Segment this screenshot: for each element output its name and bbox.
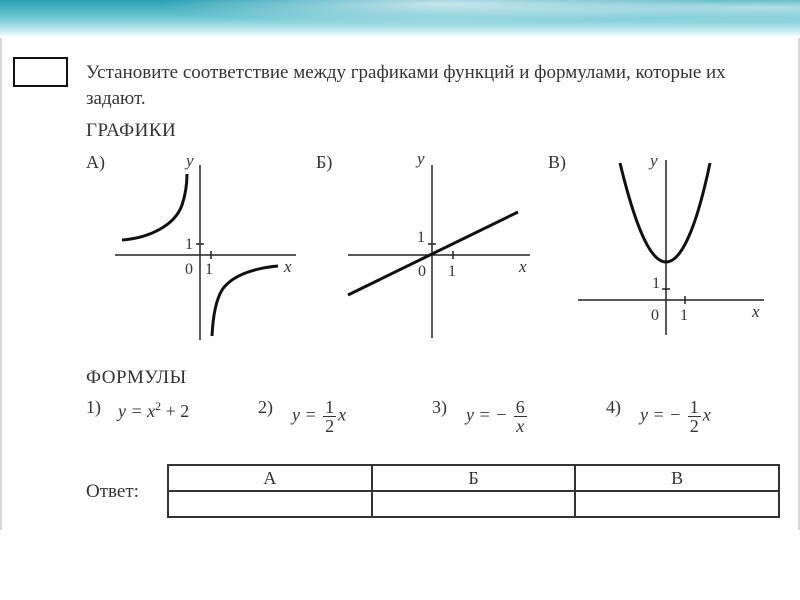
graph-c-y-label: y [650,151,658,170]
formula-2-number: 2) [258,397,273,417]
graph-a-origin: 0 [185,261,193,278]
task-text: Установите соответствие между графиками функций и формулами, которые их задают. [86,62,726,109]
graph-c-tick-x-label: 1 [680,307,688,324]
formula-1-number: 1) [86,397,101,417]
formula-4-numerator: 1 [689,397,699,417]
formula-2-lhs: y = [292,404,317,425]
formula-1-lhs: y = x [118,401,156,421]
graph-c-label: В) [548,152,566,172]
answer-column-c: В [575,465,779,491]
graph-c-x-label: x [752,302,760,321]
formula-4-denominator: 2 [689,416,699,436]
formula-1 [118,399,189,422]
graph-a-tick-x-label: 1 [205,261,213,278]
graph-a [115,151,296,340]
graph-b-line [348,212,518,295]
formula-4-fraction [688,398,701,435]
graph-c-parabola [620,163,710,262]
answer-cell-c[interactable] [575,491,779,517]
formula-3-lhs: y = − [466,404,508,425]
graphs-heading: ГРАФИКИ [86,120,177,141]
formula-1-rest: + 2 [165,401,190,421]
formula-3-denominator: x [516,416,525,436]
answer-cell-a[interactable] [168,491,372,517]
formula-3-numerator: 6 [515,397,525,417]
answer-cell-b[interactable] [372,491,576,517]
answer-column-a: А [168,465,372,491]
answer-column-b: Б [372,465,576,491]
formula-4-number: 4) [606,397,621,417]
graph-a-curve-left [122,174,187,240]
graph-b-y-label: y [417,149,425,168]
graph-c-origin: 0 [651,307,659,324]
formula-3-number: 3) [432,397,447,417]
graph-b-label: Б) [316,152,333,172]
formula-4 [640,398,711,435]
graph-a-curve-right [212,266,278,336]
formulas-heading: ФОРМУЛЫ [86,367,187,388]
graph-a-label: А) [86,152,105,172]
formula-3-fraction [514,398,527,435]
graph-a-x-label: x [284,257,292,276]
answer-label: Ответ: [86,481,139,502]
formula-4-var: x [702,404,711,425]
formula-4-lhs: y = − [640,404,682,425]
graph-b [348,149,530,338]
graph-b-tick-y-label: 1 [417,229,425,246]
formula-3 [466,398,529,435]
graph-b-origin: 0 [418,263,426,280]
formula-2 [292,398,346,435]
answer-table [167,464,780,518]
answer-input-row [168,491,779,517]
graph-b-x-label: x [519,257,527,276]
formula-2-numerator: 1 [325,397,335,417]
slide-footer [0,530,800,600]
graph-a-y-label: y [186,151,194,170]
answer-header-row [168,465,779,491]
graph-c-tick-y-label: 1 [652,275,660,292]
formula-1-power: 2 [155,399,162,413]
graph-c [578,151,764,335]
formula-2-var: x [338,404,347,425]
graph-b-tick-x-label: 1 [448,263,456,280]
formula-2-fraction [323,398,336,435]
formula-2-denominator: 2 [325,416,335,436]
graph-a-tick-y-label: 1 [185,236,193,253]
